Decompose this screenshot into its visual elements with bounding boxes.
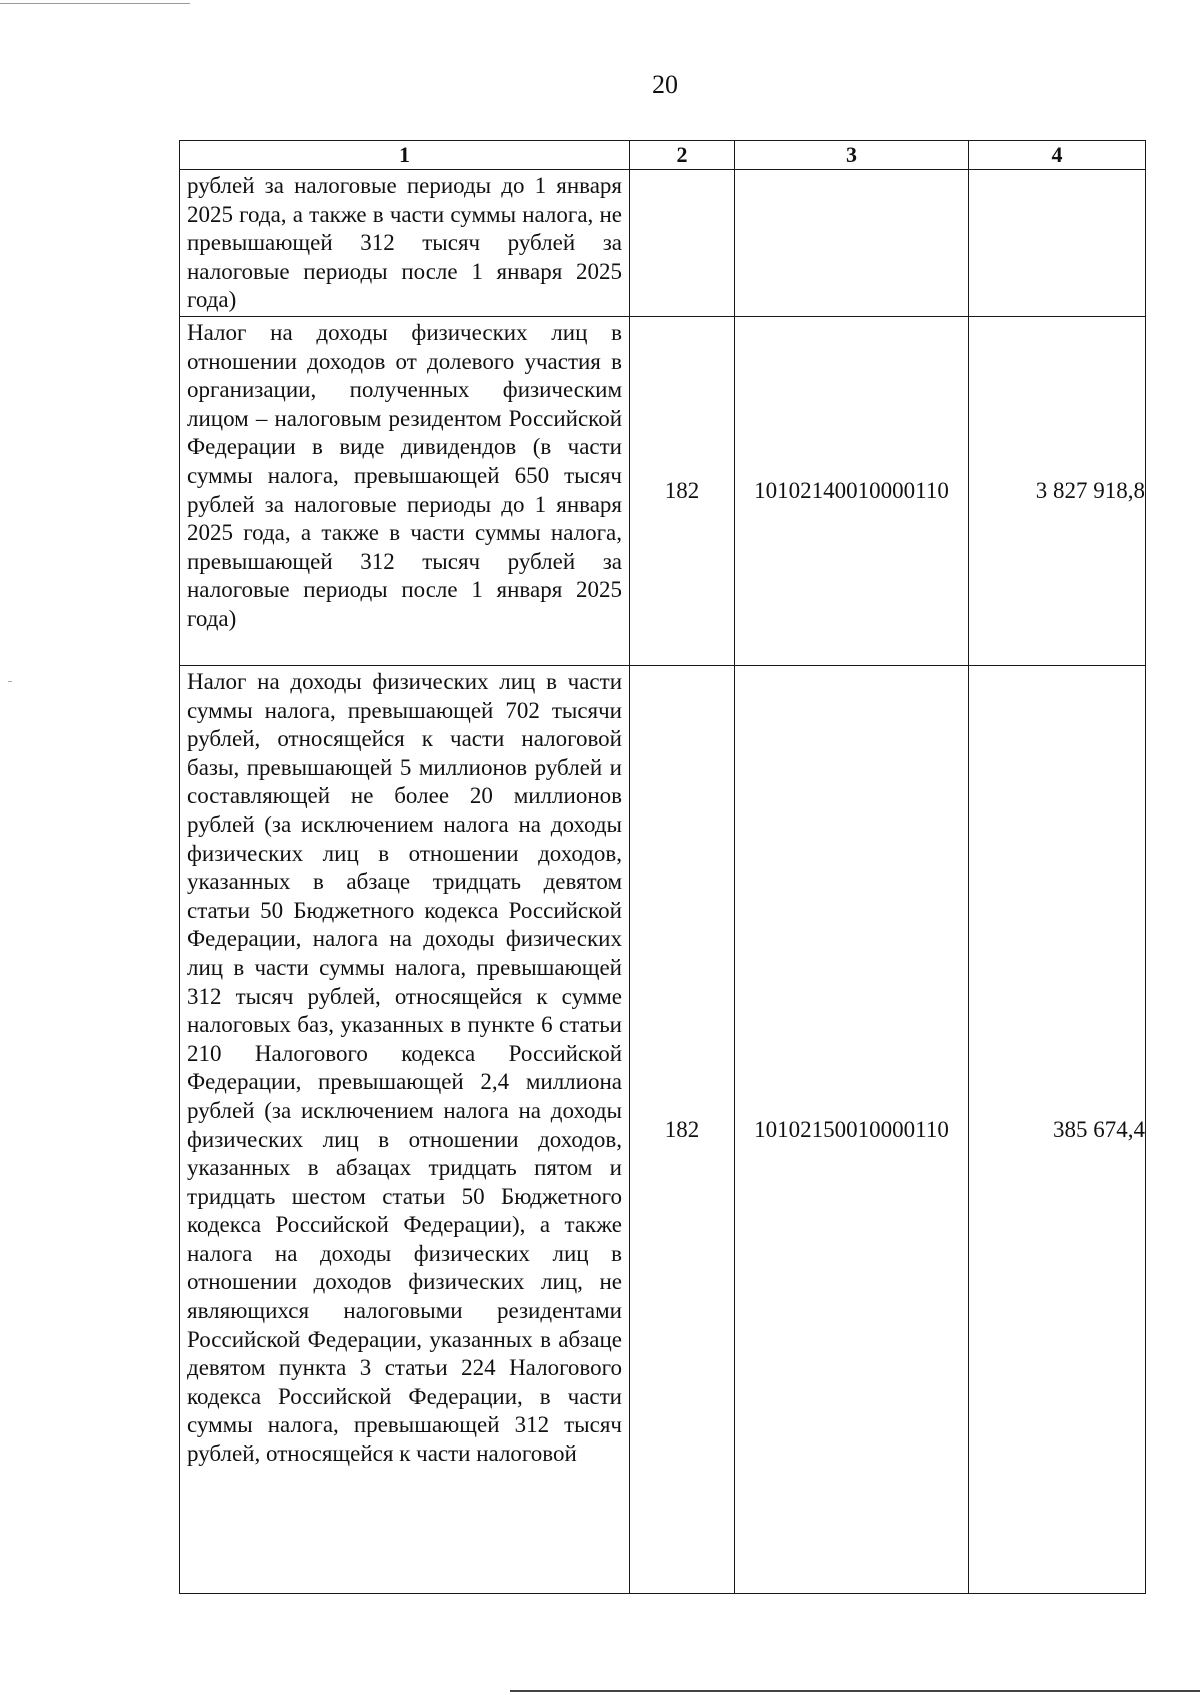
page-number: 20 xyxy=(652,70,678,99)
column-header-3: 3 xyxy=(735,141,969,170)
revenue-table xyxy=(179,140,1146,1594)
row-admin-code xyxy=(630,170,735,317)
row-admin-code: 182 xyxy=(630,666,735,1594)
row-admin-code: 182 xyxy=(630,317,735,666)
column-header-4: 4 xyxy=(969,141,1146,170)
row-description-cell xyxy=(180,170,630,317)
row-description: Налог на доходы физических лиц в отношении доходов от долевого участия в организации, полученных физическим лицом – налоговым резидентом Российской Федерации в виде дивидендов (в части суммы налога, превышающей 650 тысяч рублей за налоговые периоды до 1 января 2025 года, а также в части суммы налога, превышающей 312 тысяч рублей за налоговые периоды после 1 января 2025 года) xyxy=(187,320,622,631)
table-row xyxy=(180,666,1146,1594)
row-description-cell xyxy=(180,317,630,666)
table-row xyxy=(180,317,1146,666)
row-amount: 3 827 918,8 xyxy=(969,317,1146,666)
row-amount: 385 674,4 xyxy=(969,666,1146,1594)
scan-edge-line-bottom xyxy=(510,1690,1200,1692)
column-header-1: 1 xyxy=(180,141,630,170)
scan-edge-line-top xyxy=(0,3,190,4)
row-kbk-code: 10102150010000110 xyxy=(735,666,969,1594)
row-kbk-code: 10102140010000110 xyxy=(735,317,969,666)
row-kbk-code xyxy=(735,170,969,317)
row-description-cell xyxy=(180,666,630,1594)
table-row xyxy=(180,170,1146,317)
row-amount xyxy=(969,170,1146,317)
table-header-row xyxy=(180,141,1146,170)
row-description: Налог на доходы физических лиц в части суммы налога, превышающей 702 тысячи рублей, относящейся к части налоговой базы, превышающей 5 миллионов рублей и составляющей не более 20 миллионов рублей (за исключением налога на доходы физических лиц в отношении доходов, указанных в абзаце тридцать девятом статьи 50 Бюджетного кодекса Российской Федерации, налога на доходы физических лиц в части суммы налога, превышающей 312 тысяч рублей, относящейся к сумме налоговых баз, указанных в пункте 6 статьи 210 Налогового кодекса Российской Федерации, превышающей 2,4 миллиона рублей (за исключением налога на доходы физических лиц в отношении доходов, указанных в абзацах тридцать пятом и тридцать шестом статьи 50 Бюджетного кодекса Российской Федерации), а также налога на доходы физических лиц в отношении доходов физических лиц, не являющихся налоговыми резидентами Российской Федерации, указанных в абзаце девятом пункта 3 статьи 224 Налогового кодекса Российской Федерации, в части суммы налога, превышающей 312 тысяч рублей, относящейся к части налоговой xyxy=(187,669,622,1467)
row-description: рублей за налоговые периоды до 1 января 2025 года, а также в части суммы налога, не превышающей 312 тысяч рублей за налоговые периоды после 1 января 2025 года) xyxy=(187,173,622,313)
column-header-2: 2 xyxy=(630,141,735,170)
scan-speck xyxy=(8,681,12,682)
